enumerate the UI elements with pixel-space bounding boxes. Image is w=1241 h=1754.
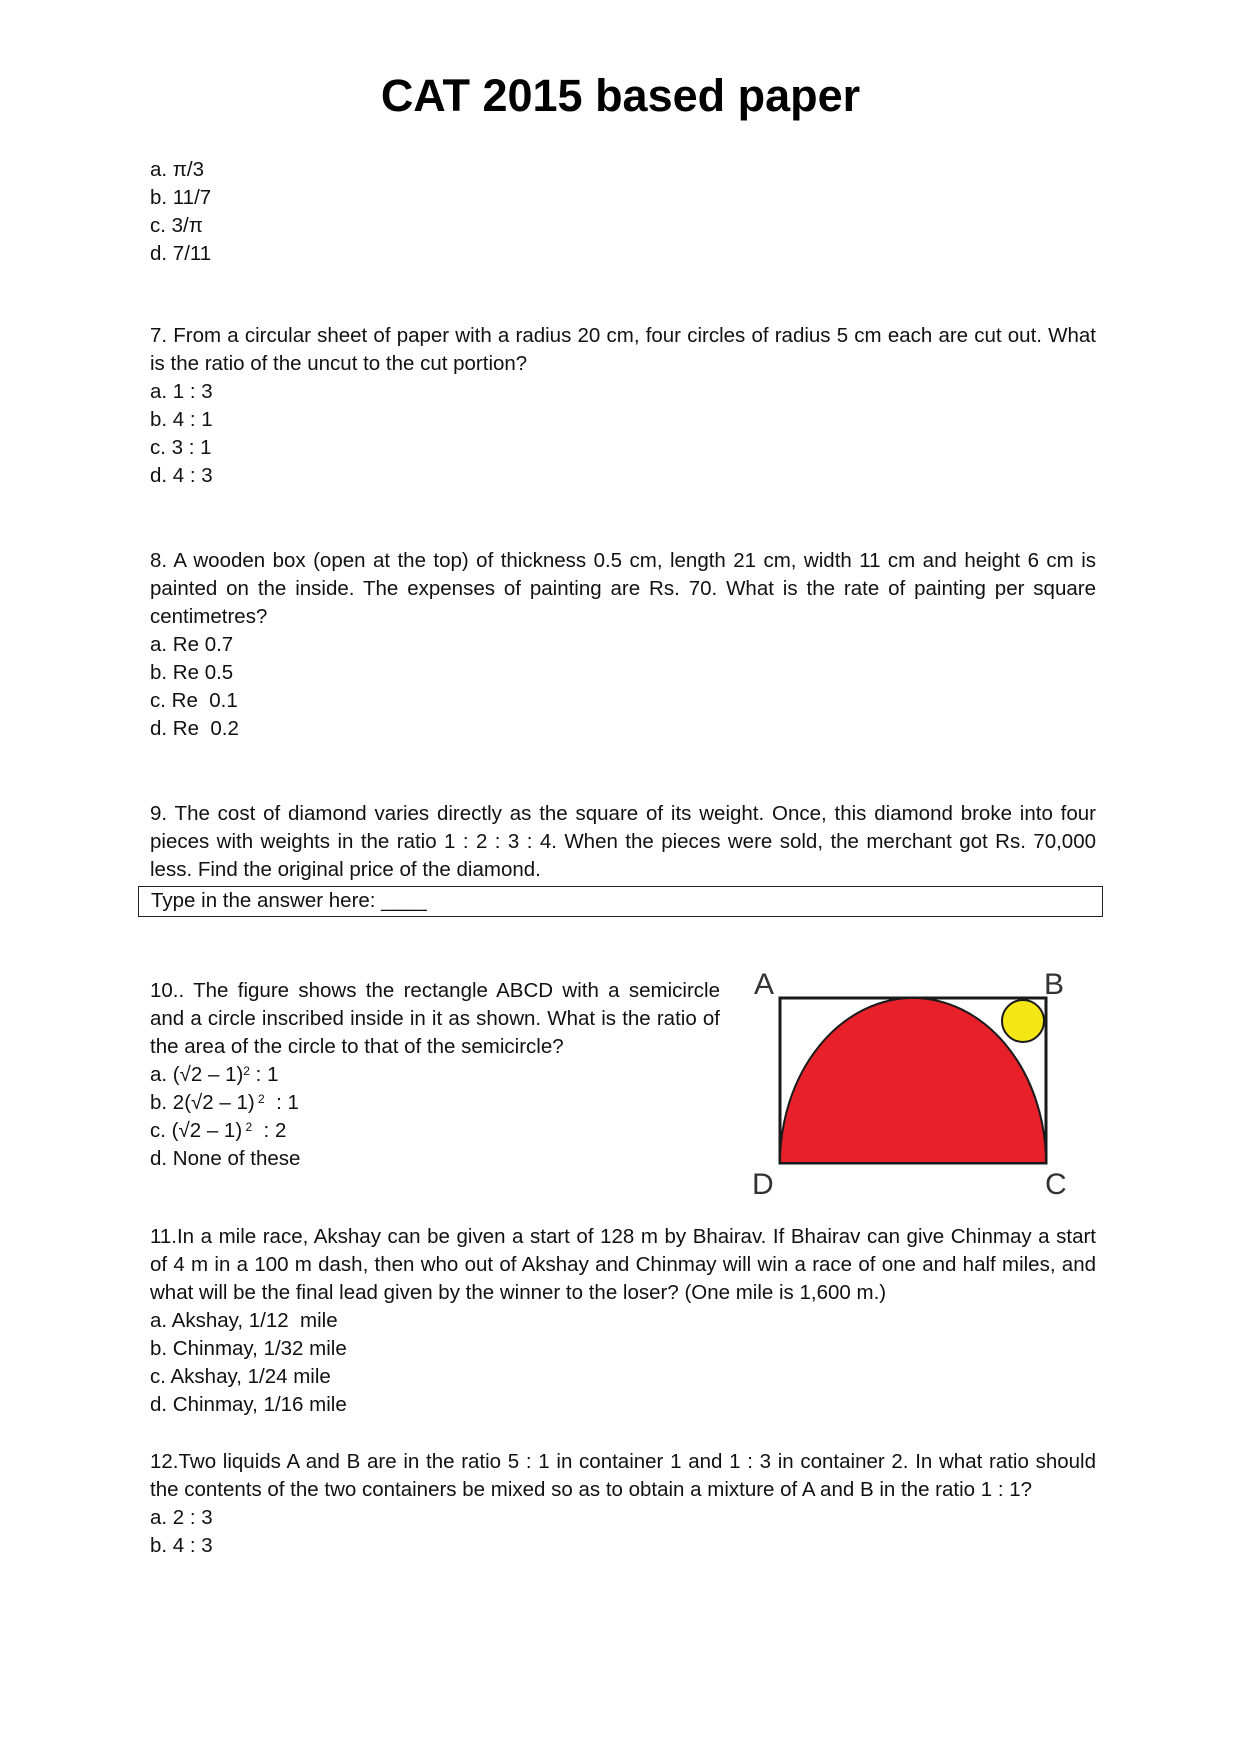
- answer-input-box[interactable]: Type in the answer here: ____: [138, 886, 1103, 917]
- label-a: A: [754, 968, 775, 1001]
- option-10a-ratio: : 1: [249, 1063, 279, 1086]
- option-7c: c. 3 : 1: [150, 436, 212, 459]
- question-6-options: [150, 156, 1096, 268]
- option-10d-text: d. None of these: [150, 1147, 301, 1170]
- question-9-text: 9. The cost of diamond varies directly as the square of its weight. Once, this diamond broke into four pieces with weights in the ratio 1 : 2 : 3 : 4. When the pieces were sold, the merchant got Rs. 70,000 less. Find the original price of the diamond.: [150, 802, 1096, 881]
- option-11b: b. Chinmay, 1/32 mile: [150, 1337, 347, 1360]
- option-6c: c. 3/π: [150, 214, 203, 237]
- option-12b: b. 4 : 3: [150, 1534, 213, 1557]
- option-10a: [150, 1061, 720, 1089]
- label-d: D: [752, 1168, 774, 1201]
- question-10: [150, 977, 720, 1173]
- option-8d: d. Re 0.2: [150, 717, 239, 740]
- option-10a-sup: 2: [243, 1064, 250, 1078]
- option-8c: c. Re 0.1: [150, 689, 238, 712]
- option-10b-sup: 2: [254, 1092, 265, 1106]
- question-8-text: 8. A wooden box (open at the top) of thickness 0.5 cm, length 21 cm, width 11 cm and height 6 cm is painted on the inside. The expenses of painting are Rs. 70. What is the rate of painting per square centimetres?: [150, 549, 1096, 628]
- option-10d: [150, 1145, 720, 1173]
- question-7-text: 7. From a circular sheet of paper with a radius 20 cm, four circles of radius 5 cm each are cut out. What is the ratio of the uncut to the cut portion?: [150, 324, 1096, 375]
- option-11a: a. Akshay, 1/12 mile: [150, 1309, 338, 1332]
- option-10c-ratio: : 2: [252, 1119, 287, 1142]
- question-12: [150, 1448, 1096, 1560]
- option-7a: a. 1 : 3: [150, 380, 213, 403]
- question-9: [150, 800, 1096, 884]
- option-12a: a. 2 : 3: [150, 1506, 213, 1529]
- option-10c-text: c. (√2 – 1): [150, 1119, 243, 1142]
- option-6d: d. 7/11: [150, 242, 212, 265]
- option-10b: [150, 1089, 720, 1117]
- option-8b: b. Re 0.5: [150, 661, 234, 684]
- page-title: CAT 2015 based paper: [380, 70, 861, 121]
- option-8a: a. Re 0.7: [150, 633, 234, 656]
- option-11c: c. Akshay, 1/24 mile: [150, 1365, 331, 1388]
- question-11-text: 11.In a mile race, Akshay can be given a start of 128 m by Bhairav. If Bhairav can give Chinmay a start of 4 m in a 100 m dash, then who out of Akshay and Chinmay will win a race of one and half miles, and what will be the final lead given by the winner to the loser? (One mile is 1,600 m.): [150, 1225, 1096, 1304]
- option-7d: d. 4 : 3: [150, 464, 213, 487]
- question-8: [150, 547, 1096, 743]
- option-10c-sup: 2: [242, 1120, 253, 1134]
- option-7b: b. 4 : 1: [150, 408, 213, 431]
- question-7: [150, 322, 1096, 490]
- question-12-text: 12.Two liquids A and B are in the ratio 5 : 1 in container 1 and 1 : 3 in container 2. In what ratio should the contents of the two containers be mixed so as to obtain a mixture of A and B in the ratio 1 : 1?: [150, 1450, 1096, 1501]
- option-6b: b. 11/7: [150, 186, 212, 209]
- option-10b-text: b. 2(√2 – 1): [150, 1091, 255, 1114]
- option-10b-ratio: : 1: [264, 1091, 299, 1114]
- option-6a: a. π/3: [150, 158, 205, 181]
- label-c: C: [1045, 1168, 1067, 1201]
- option-10a-text: a. (√2 – 1): [150, 1063, 244, 1086]
- rectangle-semicircle-figure: [742, 962, 1072, 1207]
- question-11: [150, 1223, 1096, 1419]
- option-11d: d. Chinmay, 1/16 mile: [150, 1393, 347, 1416]
- option-10c: [150, 1117, 720, 1145]
- question-10-text: 10.. The figure shows the rectangle ABCD with a semicircle and a circle inscribed inside in it as shown. What is the ratio of the area of the circle to that of the semicircle?: [150, 979, 720, 1058]
- inscribed-circle: [1002, 1000, 1044, 1042]
- label-b: B: [1044, 968, 1065, 1001]
